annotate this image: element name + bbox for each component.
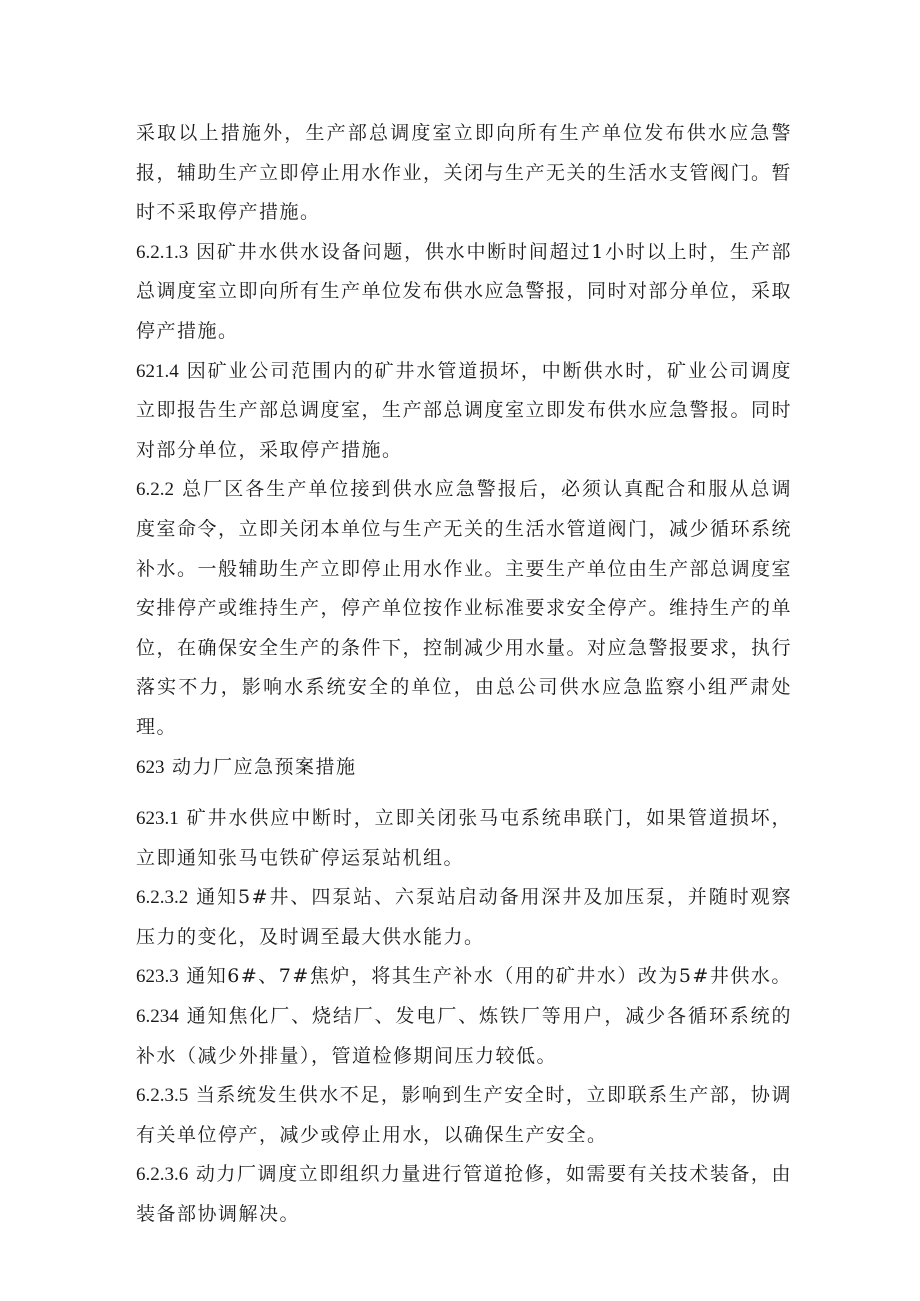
paragraph-6-2-3-1 (136, 799, 792, 878)
section-number: 6.2.3.2 (136, 887, 189, 909)
paragraph-text: 矿井水供应中断时，立即关闭张马屯系统串联门，如果管道损坏，立即通知张马屯铁矿停运泵站机组。 (136, 807, 792, 869)
paragraph-6-2-3-5 (136, 1076, 792, 1155)
section-number: 623.1 (136, 808, 179, 830)
paragraph-text: 当系统发生供水不足，影响到生产安全时，立即联系生产部，协调有关单位停产，减少或停止用水，以确保生产安全。 (136, 1084, 792, 1146)
paragraph-6-2-3-3 (136, 957, 792, 997)
document-body (136, 114, 792, 1235)
paragraph-6-2-3-6 (136, 1155, 792, 1234)
section-heading-6-2-3 (136, 748, 792, 788)
section-number: 621.4 (136, 360, 179, 382)
section-number: 6.2.2 (136, 479, 174, 501)
section-number: 623 (136, 756, 165, 778)
paragraph-text: 通知5#井、四泵站、六泵站启动备用深井及加压泵，并随时观察压力的变化，及时调至最大供水能力。 (136, 886, 792, 948)
section-number: 6.2.3.6 (136, 1164, 189, 1186)
paragraph-text: 动力厂调度立即组织力量进行管道抢修，如需要有关技术装备，由装备部协调解决。 (136, 1163, 792, 1226)
paragraph-text: 通知6#、7#焦炉，将其生产补水（用的矿井水）改为5#井供水。 (186, 965, 792, 988)
section-number: 6.234 (136, 1006, 179, 1028)
paragraph-6-2-2 (136, 470, 792, 747)
paragraph-text: 采取以上措施外，生产部总调度室立即向所有生产单位发布供水应急警报，辅助生产立即停止用水作业，关闭与生产无关的生活水支管阀门。暂时不采取停产措施。 (136, 122, 793, 224)
paragraph-6-2-3-2 (136, 878, 792, 957)
paragraph-6-2-3-4 (136, 997, 792, 1076)
paragraph-6-2-1-4 (136, 352, 792, 471)
paragraph-6-2-1-3 (136, 233, 792, 352)
section-number: 6.2.3.5 (136, 1085, 189, 1107)
paragraph-text: 因矿业公司范围内的矿井水管道损坏，中断供水时，矿业公司调度立即报告生产部总调度室，生产部总调度室立即发布供水应急警报。同时对部分单位，采取停产措施。 (136, 359, 793, 461)
paragraph-intro (136, 114, 792, 233)
section-number: 623.3 (136, 966, 179, 988)
paragraph-text: 总厂区各生产单位接到供水应急警报后，必须认真配合和服从总调度室命令，立即关闭本单位与生产无关的生活水管道阀门，减少循环系统补水。一般辅助生产立即停止用水作业。主要生产单位由生产部总调度室安排停产或维持生产，停产单位按作业标准要求安全停产。维持生产的单位，在确保安全生产的条件下，控制减少用水量。对应急警报要求，执行落实不力，影响水系统安全的单位，由总公司供水应急监察小组严肃处理。 (136, 478, 793, 738)
section-heading-text: 动力厂应急预案措施 (172, 755, 357, 778)
paragraph-text: 因矿井水供水设备问题，供水中断时间超过1小时以上时，生产部总调度室立即向所有生产单位发布供水应急警报，同时对部分单位，采取停产措施。 (136, 240, 793, 342)
paragraph-text: 通知焦化厂、烧结厂、发电厂、炼铁厂等用户，减少各循环系统的补水（减少外排量），管道检修期间压力较低。 (136, 1005, 792, 1067)
section-number: 6.2.1.3 (136, 241, 189, 263)
